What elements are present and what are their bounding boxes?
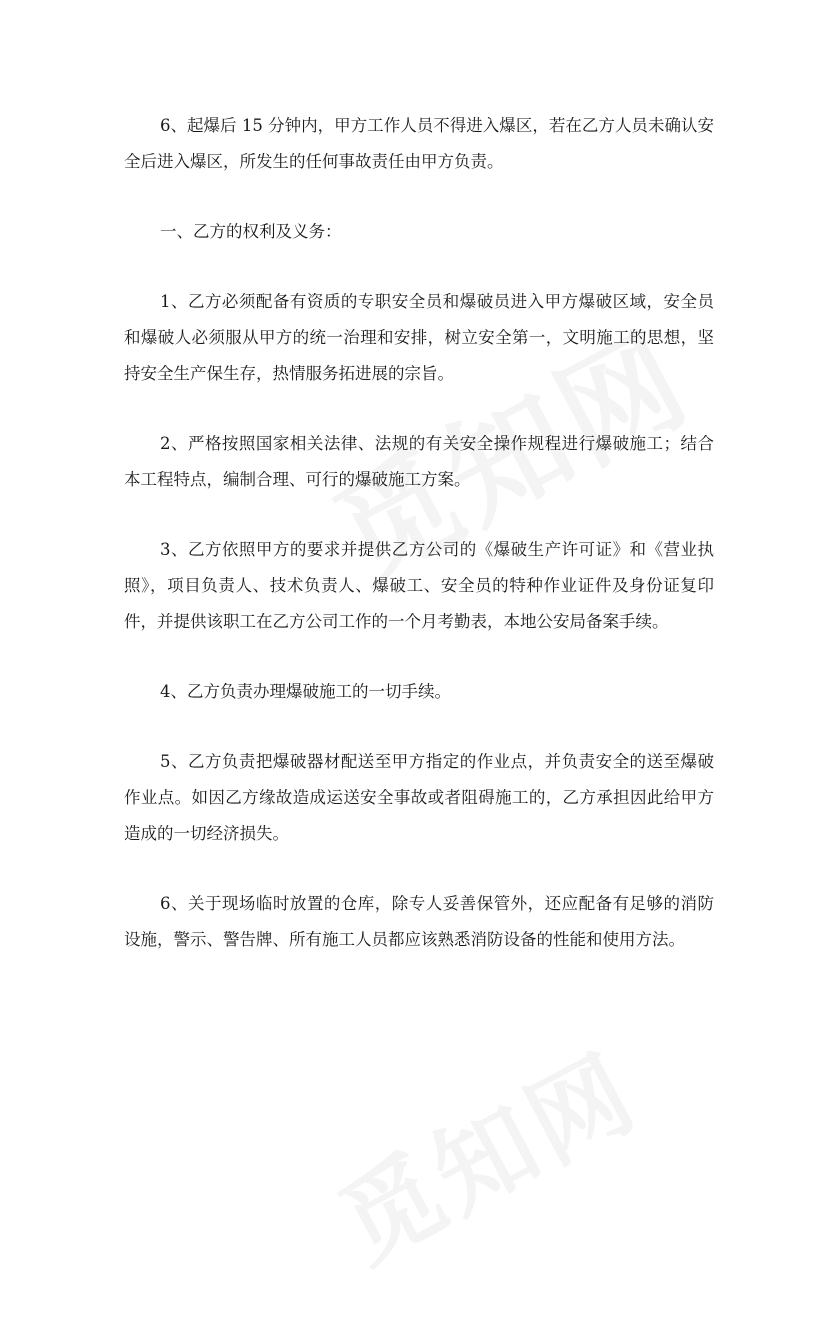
document-body [124, 108, 714, 992]
watermark-bottom [311, 1021, 670, 1338]
section-heading-party-b: 一、乙方的权利及义务： [160, 222, 342, 241]
paragraph-item-4: 4、乙方负责办理爆破施工的一切手续。 [160, 682, 451, 701]
paragraph-item-3: 3、乙方依照甲方的要求并提供乙方公司的《爆破生产许可证》和《营业执照》，项目负责人、技术负责人、爆破工、安全员的特种作业证件及身份证复印件，并提供该职工在乙方公司工作的一个月考勤表，本地公安局备案手续。 [124, 540, 714, 631]
paragraph-blast-safety: 6、起爆后 15 分钟内，甲方工作人员不得进入爆区，若在乙方人员未确认安全后进入爆区，所发生的任何事故责任由甲方负责。 [124, 116, 714, 171]
paragraph-item-1: 1、乙方必须配备有资质的专职安全员和爆破员进入甲方爆破区域，安全员和爆破人必须服从甲方的统一治理和安排，树立安全第一，文明施工的思想，坚持安全生产保生存，热情服务拓进展的宗旨。 [124, 292, 714, 383]
paragraph-item-6: 6、关于现场临时放置的仓库，除专人妥善保管外，还应配备有足够的消防设施，警示、警告牌、所有施工人员都应该熟悉消防设备的性能和使用方法。 [124, 894, 714, 949]
paragraph-item-2: 2、严格按照国家相关法律、法规的有关安全操作规程进行爆破施工；结合本工程特点，编制合理、可行的爆破施工方案。 [124, 434, 714, 489]
paragraph-item-5: 5、乙方负责把爆破器材配送至甲方指定的作业点，并负责安全的送至爆破作业点。如因乙方缘故造成运送安全事故或者阻碍施工的，乙方承担因此给甲方造成的一切经济损失。 [124, 752, 714, 843]
